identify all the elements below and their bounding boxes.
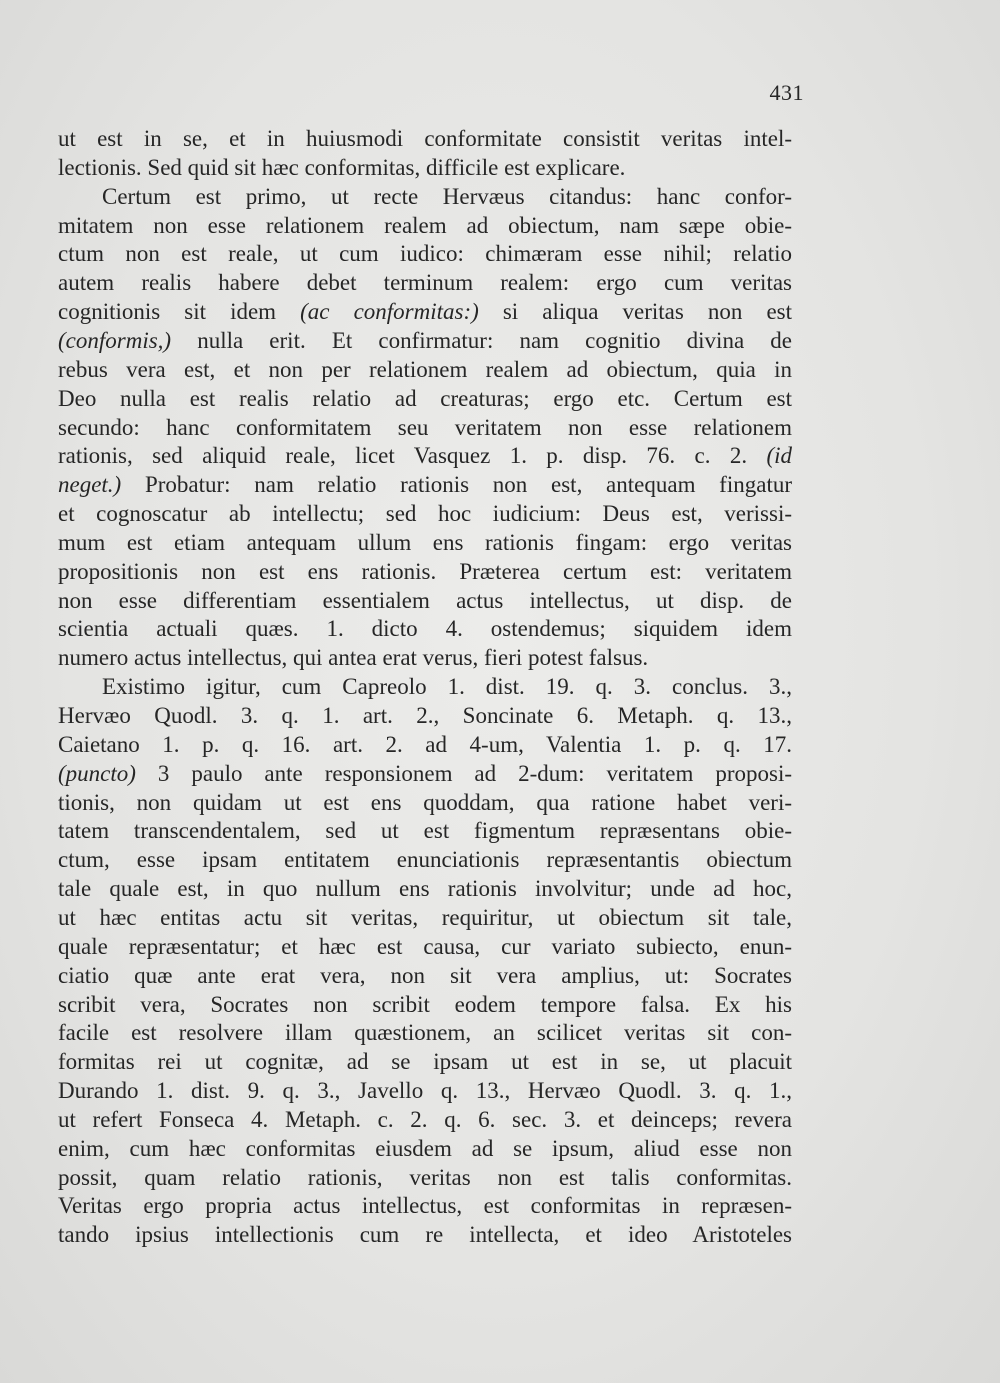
- text-line: scientia actuali quæs. 1. dicto 4. ostendemus; siquidem idem: [58, 616, 792, 642]
- text-line: scribit vera, Socrates non scribit eodem tempore falsa. Ex his: [58, 991, 792, 1017]
- text-line: ut hæc entitas actu sit veritas, requiritur, ut obiectum sit tale,: [58, 904, 792, 930]
- text-line: Certum est primo, ut recte Hervæus citandus: hanc confor-: [102, 183, 792, 209]
- text-line: lectionis. Sed quid sit hæc conformitas, difficile est explicare.: [58, 154, 626, 180]
- text-line: Deo nulla est realis relatio ad creaturas; ergo etc. Certum est: [58, 385, 792, 411]
- text-line: rebus vera est, et non per relationem realem ad obiectum, quia in: [58, 356, 792, 382]
- italic-insertion: neget.): [58, 472, 122, 498]
- italic-insertion: (id: [766, 443, 792, 469]
- text-line: ut est in se, et in huiusmodi conformitate consistit veritas intel-: [58, 126, 792, 151]
- text-line: facile est resolvere illam quæstionem, an scilicet veritas sit con-: [58, 1020, 792, 1046]
- text-line: ctum, esse ipsam entitatem enunciationis repræsentantis obiectum: [58, 847, 792, 873]
- text-line: quale repræsentatur; et hæc est causa, cur variato subiecto, enun-: [58, 933, 792, 959]
- text-line: (conformis,) nulla erit. Et confirmatur: nam cognitio divina de: [58, 327, 792, 353]
- italic-insertion: (puncto): [58, 760, 136, 786]
- text-line: tatem transcendentalem, sed ut est figmentum repræsentans obie-: [58, 818, 792, 844]
- text-line: propositionis non est ens rationis. Præterea certum est: veritatem: [58, 558, 792, 584]
- text-line: tando ipsius intellectionis cum re intellecta, et ideo Aristoteles: [58, 1222, 792, 1248]
- text-line: tale quale est, in quo nullum ens rationis involvitur; unde ad hoc,: [58, 876, 792, 902]
- text-line: autem realis habere debet terminum realem: ergo cum veritas: [58, 270, 792, 296]
- text-line: cognitionis sit idem (ac conformitas:) si aliqua veritas non est: [58, 299, 792, 325]
- text-line: tionis, non quidam ut est ens quoddam, qua ratione habet veri-: [58, 789, 792, 815]
- text-line: et cognoscatur ab intellectu; sed hoc iudicium: Deus est, verissi-: [58, 501, 792, 527]
- text-line: Hervæo Quodl. 3. q. 1. art. 2., Soncinate 6. Metaph. q. 13.,: [58, 703, 792, 728]
- text-line: neget.) Probatur: nam relatio rationis non est, antequam fingatur: [58, 472, 792, 498]
- text-line: ctum non est reale, ut cum iudico: chimæram esse nihil; relatio: [58, 241, 792, 267]
- text-line: (puncto) 3 paulo ante responsionem ad 2-dum: veritatem proposi-: [58, 760, 792, 786]
- text-line: Durando 1. dist. 9. q. 3., Javello q. 13., Hervæo Quodl. 3. q. 1.,: [58, 1078, 792, 1104]
- text-line: secundo: hanc conformitatem seu veritatem non esse relationem: [58, 414, 792, 440]
- italic-insertion: (ac conformitas:): [300, 299, 479, 325]
- text-line: ut refert Fonseca 4. Metaph. c. 2. q. 6. sec. 3. et deinceps; revera: [58, 1106, 792, 1132]
- text-line: rationis, sed aliquid reale, licet Vasquez 1. p. disp. 76. c. 2. (id: [58, 443, 792, 469]
- text-line: Veritas ergo propria actus intellectus, est conformitas in repræsen-: [58, 1193, 792, 1219]
- text-line: Caietano 1. p. q. 16. art. 2. ad 4-um, Valentia 1. p. q. 17.: [58, 731, 792, 757]
- text-line: formitas rei ut cognitæ, ad se ipsam ut est in se, ut placuit: [58, 1049, 792, 1075]
- text-line: ciatio quæ ante erat vera, non sit vera amplius, ut: Socrates: [58, 962, 792, 988]
- page-number: 431: [769, 80, 804, 105]
- body-text: [58, 124, 792, 1264]
- italic-insertion: (conformis,): [58, 327, 172, 353]
- text-line: mitatem non esse relationem realem ad obiectum, nam sæpe obie-: [58, 212, 792, 238]
- text-line: numero actus intellectus, qui antea erat verus, fieri potest falsus.: [58, 645, 649, 671]
- text-line: mum est etiam antequam ullum ens rationis fingam: ergo veritas: [58, 529, 792, 555]
- text-line: possit, quam relatio rationis, veritas non est talis conformitas.: [58, 1164, 792, 1190]
- text-line: non esse differentiam essentialem actus intellectus, ut disp. de: [58, 587, 792, 613]
- text-line: enim, cum hæc conformitas eiusdem ad se ipsum, aliud esse non: [58, 1135, 792, 1161]
- text-line: Existimo igitur, cum Capreolo 1. dist. 19. q. 3. conclus. 3.,: [102, 674, 792, 700]
